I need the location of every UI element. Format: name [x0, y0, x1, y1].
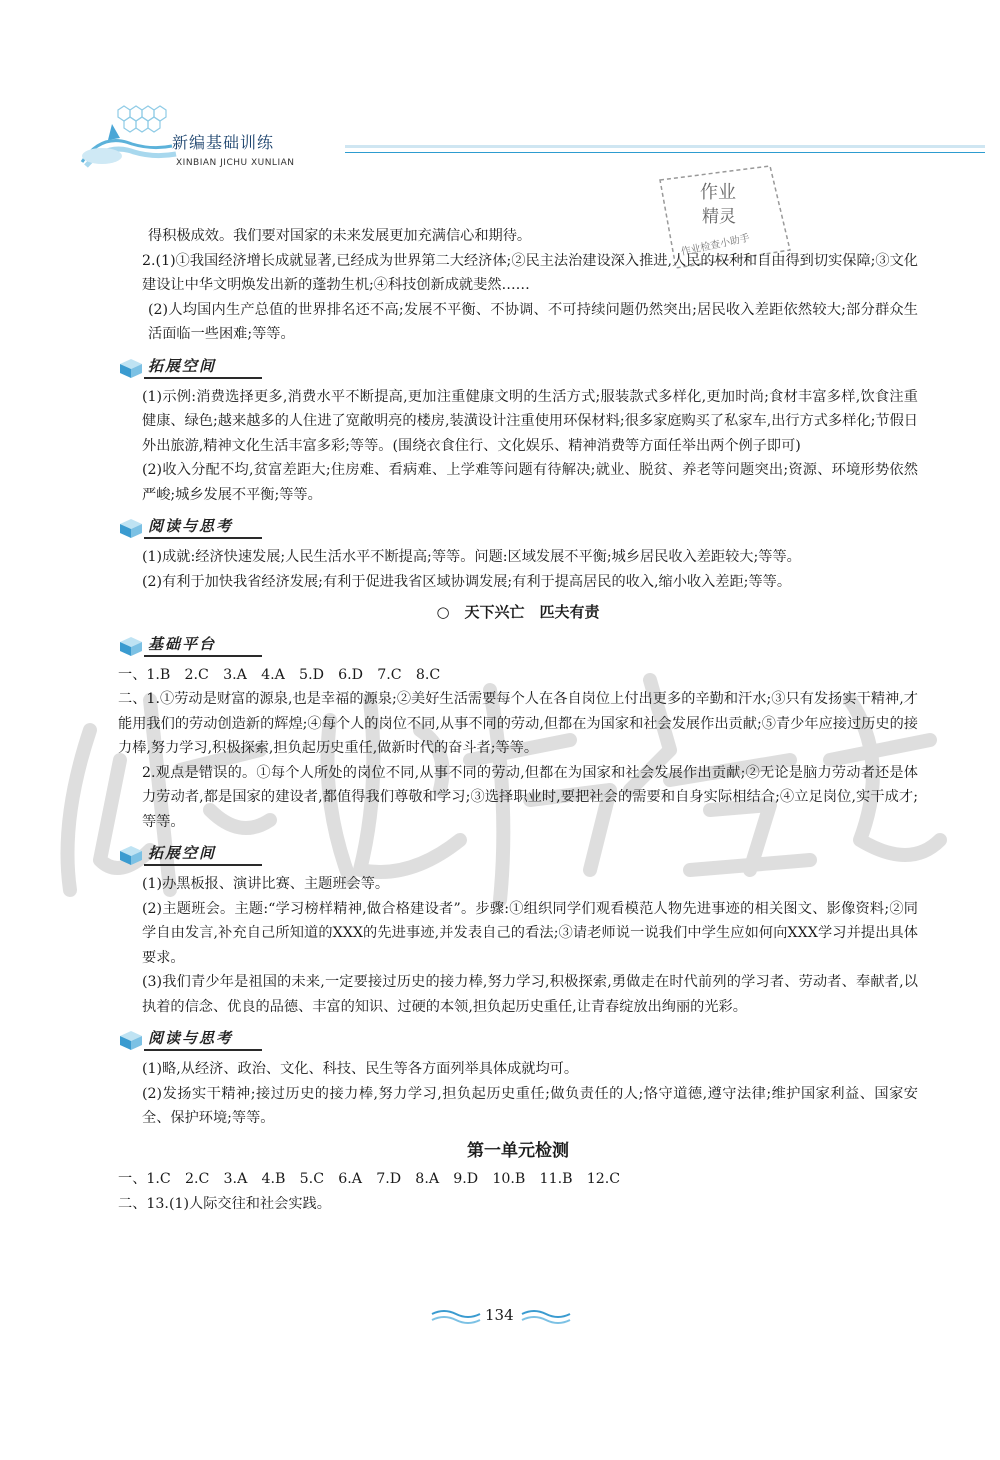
paragraph: (2)人均国内生产总值的世界排名还不高;发展不平衡、不协调、不可持续问题仍然突出;居民收入差距依然较大;部分群众生活面临一些困难;等等。	[148, 301, 918, 342]
paragraph: 得积极成效。我们要对国家的未来发展更加充满信心和期待。	[148, 228, 532, 244]
section-underline	[144, 864, 262, 866]
cube-icon	[118, 635, 144, 657]
answer-line: 一、1.C 2.C 3.A 4.B 5.C 6.A 7.D 8.A 9.D 10.B 11.B 12.C	[118, 1171, 621, 1187]
cube-icon	[118, 1029, 144, 1051]
header-subtitle: XINBIAN JICHU XUNLIAN	[176, 158, 295, 168]
section-underline	[144, 537, 262, 539]
unit-title: 第一单元检测	[467, 1140, 569, 1161]
page-footer	[0, 1302, 1000, 1332]
section-underline	[144, 377, 262, 379]
paragraph: (1)略,从经济、政治、文化、科技、民生等各方面列举具体成就均可。	[142, 1061, 579, 1077]
section-title: 阅读与思考	[148, 1029, 234, 1047]
section-title: 拓展空间	[148, 844, 217, 862]
answer-content	[118, 224, 918, 1216]
lesson-title: ○ 天下兴亡 匹夫有责	[436, 603, 600, 621]
paragraph: (2)有利于加快我省经济发展;有利于促进我省区域协调发展;有利于提高居民的收入,缩小收入差距;等等。	[142, 573, 792, 590]
page-number: 134	[485, 1306, 514, 1324]
stamp-line1: 作业	[700, 182, 736, 203]
stamp-line2: 精灵	[702, 207, 736, 227]
paragraph: 二、1.①劳动是财富的源泉,也是幸福的源泉;②美好生活需要每个人在各自岗位上付出更多的辛勤和汗水;③只有发扬实干精神,才能用我们的劳动创造新的辉煌;④每个人的岗位不同,从事不同的劳动,但都在为国家和社会发展作出贡献;⑤青少年应接过历史的接力棒,努力学习,积极探索,担负起历史重任,做新时代的奋斗者;等等。	[118, 691, 918, 756]
paragraph: (3)我们青少年是祖国的未来,一定要接过历史的接力棒,努力学习,积极探索,勇做走在时代前列的学习者、劳动者、奉献者,以执着的信念、优良的品德、丰富的知识、过硬的本领,担负起历史重任,让青春绽放出绚丽的光彩。	[142, 974, 918, 1015]
header-rule	[345, 145, 985, 148]
section-title: 基础平台	[148, 634, 217, 653]
section-header	[118, 1025, 918, 1053]
wave-right-icon	[520, 1308, 572, 1326]
answer-line: 一、1.B 2.C 3.A 4.A 5.D 6.D 7.C 8.C	[118, 666, 441, 683]
paragraph: (2)收入分配不均,贫富差距大;住房难、看病难、上学难等问题有待解决;就业、脱贫、养老等问题突出;资源、环境形势依然严峻;城乡发展不平衡;等等。	[142, 462, 918, 503]
section-title: 拓展空间	[148, 356, 217, 375]
header-rule-line	[345, 152, 985, 153]
paragraph: (1)示例:消费选择更多,消费水平不断提高,更加注重健康文明的生活方式;服装款式多样化,更加时尚;食材丰富多样,饮食注重健康、绿色;越来越多的人住进了宽敞明亮的楼房,装潢设计注重使用环保材料;很多家庭购买了私家车,出行方式多样化;节假日外出旅游,精神文化生活丰富多彩;等等。(围绕衣食住行、文化娱乐、精神消费等方面任举出两个例子即可)	[142, 388, 918, 454]
paragraph: 二、13.(1)人际交往和社会实践。	[118, 1195, 331, 1212]
section-title: 阅读与思考	[148, 517, 234, 535]
page-header	[60, 100, 990, 180]
section-header	[118, 513, 918, 541]
wave-left-icon	[430, 1308, 482, 1326]
section-underline	[144, 655, 262, 657]
paragraph: (1)成就:经济快速发展;人民生活水平不断提高;等等。问题:区域发展不平衡;城乡居民收入差距较大;等等。	[142, 549, 801, 565]
paragraph: (1)办黑板报、演讲比赛、主题班会等。	[142, 876, 390, 892]
book-logo-icon	[72, 102, 182, 172]
section-header	[118, 353, 918, 381]
section-underline	[144, 1049, 262, 1051]
stamp-line3: 作业检查小助手	[680, 232, 751, 259]
section-header	[118, 631, 918, 659]
paragraph: (2)发扬实干精神;接过历史的接力棒,努力学习,担负起历史重任;做负责任的人;恪守道德,遵守法律;维护国家利益、国家安全、保护环境;等等。	[142, 1085, 918, 1126]
paragraph: (2)主题班会。主题:“学习榜样精神,做合格建设者”。步骤:①组织同学们观看模范人物先进事迹的相关图文、影像资料;②同学自由发言,补充自己所知道的XXX的先进事迹,并发表自己的看法;③请老师说一说我们中学生应如何向XXX学习并提出具体要求。	[142, 900, 918, 966]
paragraph: 2.观点是错误的。①每个人所处的岗位不同,从事不同的劳动,但都在为国家和社会发展作出贡献;②无论是脑力劳动者还是体力劳动者,都是国家的建设者,都值得我们尊敬和学习;③选择职业时,要把社会的需要和自身实际相结合;④立足岗位,实干成才;等等。	[142, 764, 918, 830]
section-header	[118, 840, 918, 868]
header-title: 新编基础训练	[172, 133, 275, 152]
paragraph: 2.(1)①我国经济增长成就显著,已经成为世界第二大经济体;②民主法治建设深入推进,人民的权利和自由得到切实保障;③文化建设让中华文明焕发出新的蓬勃生机;④科技创新成就斐然……	[142, 252, 918, 293]
cube-icon	[118, 517, 144, 539]
cube-icon	[118, 844, 144, 866]
cube-icon	[118, 357, 144, 379]
